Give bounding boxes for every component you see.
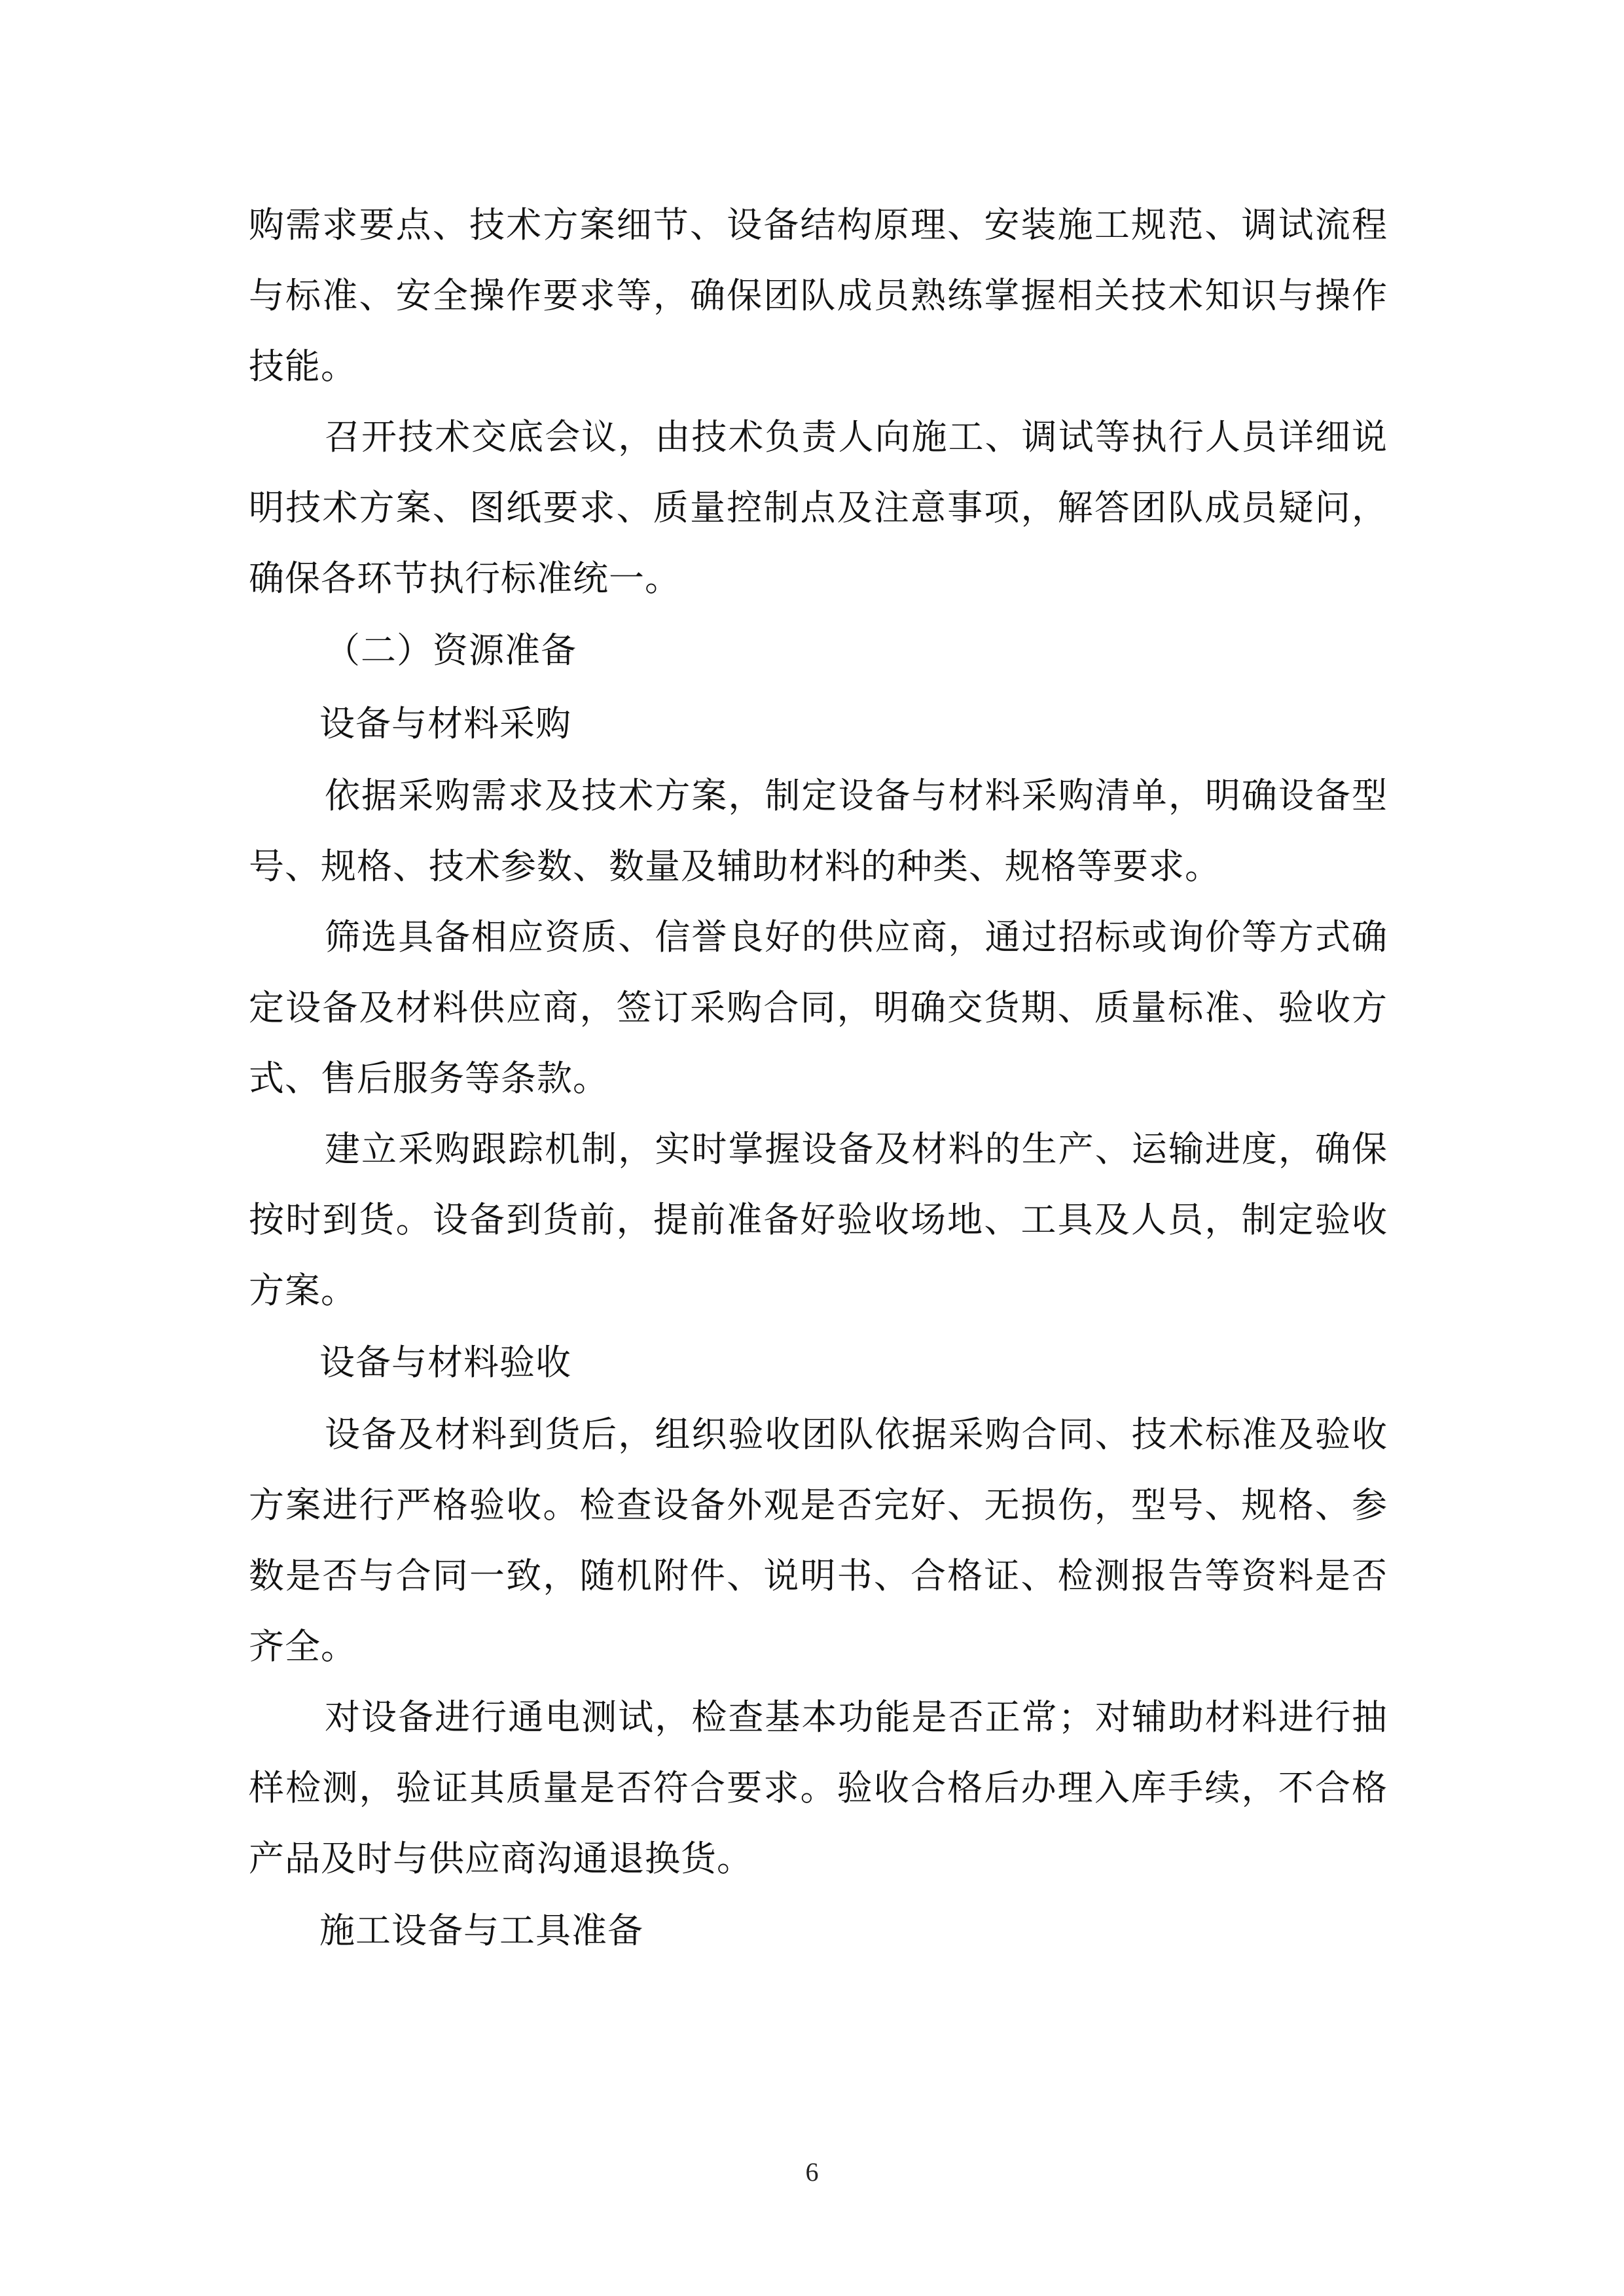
subheading-construction-tools: 施工设备与工具准备 — [319, 1910, 643, 1951]
page-number: 6 — [805, 2157, 819, 2187]
paragraph-power-testing: 对设备进行通电测试，检查基本功能是否正常；对辅助材料进行抽样检测，验证其质量是否符合要求。验收合格后办理入库手续，不合格产品及时与供应商沟通退换货。 — [249, 1696, 1388, 1879]
paragraph-technical-briefing: 召开技术交底会议，由技术负责人向施工、调试等执行人员详细说明技术方案、图纸要求、质量控制点及注意事项，解答团队成员疑问，确保各环节执行标准统一。 — [249, 416, 1388, 599]
section-heading-resource-preparation: （二）资源准备 — [325, 630, 577, 671]
paragraph-training-continued: 购需求要点、技术方案细节、设备结构原理、安装施工规范、调试流程与标准、安全操作要求等，确保团队成员熟练掌握相关技术知识与操作技能。 — [249, 204, 1388, 387]
subheading-equipment-acceptance: 设备与材料验收 — [319, 1342, 571, 1383]
paragraph-acceptance-inspection: 设备及材料到货后，组织验收团队依据采购合同、技术标准及验收方案进行严格验收。检查设备外观是否完好、无损伤，型号、规格、参数是否与合同一致，随机附件、说明书、合格证、检测报告等资料是否齐全。 — [249, 1414, 1388, 1667]
document-body — [249, 190, 1388, 1967]
paragraph-procurement-list: 依据采购需求及技术方案，制定设备与材料采购清单，明确设备型号、规格、技术参数、数量及辅助材料的种类、规格等要求。 — [249, 775, 1388, 887]
paragraph-procurement-tracking: 建立采购跟踪机制，实时掌握设备及材料的生产、运输进度，确保按时到货。设备到货前，提前准备好验收场地、工具及人员，制定验收方案。 — [249, 1128, 1388, 1311]
subheading-equipment-procurement: 设备与材料采购 — [319, 703, 571, 744]
paragraph-supplier-selection: 筛选具备相应资质、信誉良好的供应商，通过招标或询价等方式确定设备及材料供应商，签订采购合同，明确交货期、质量标准、验收方式、售后服务等条款。 — [249, 916, 1388, 1099]
